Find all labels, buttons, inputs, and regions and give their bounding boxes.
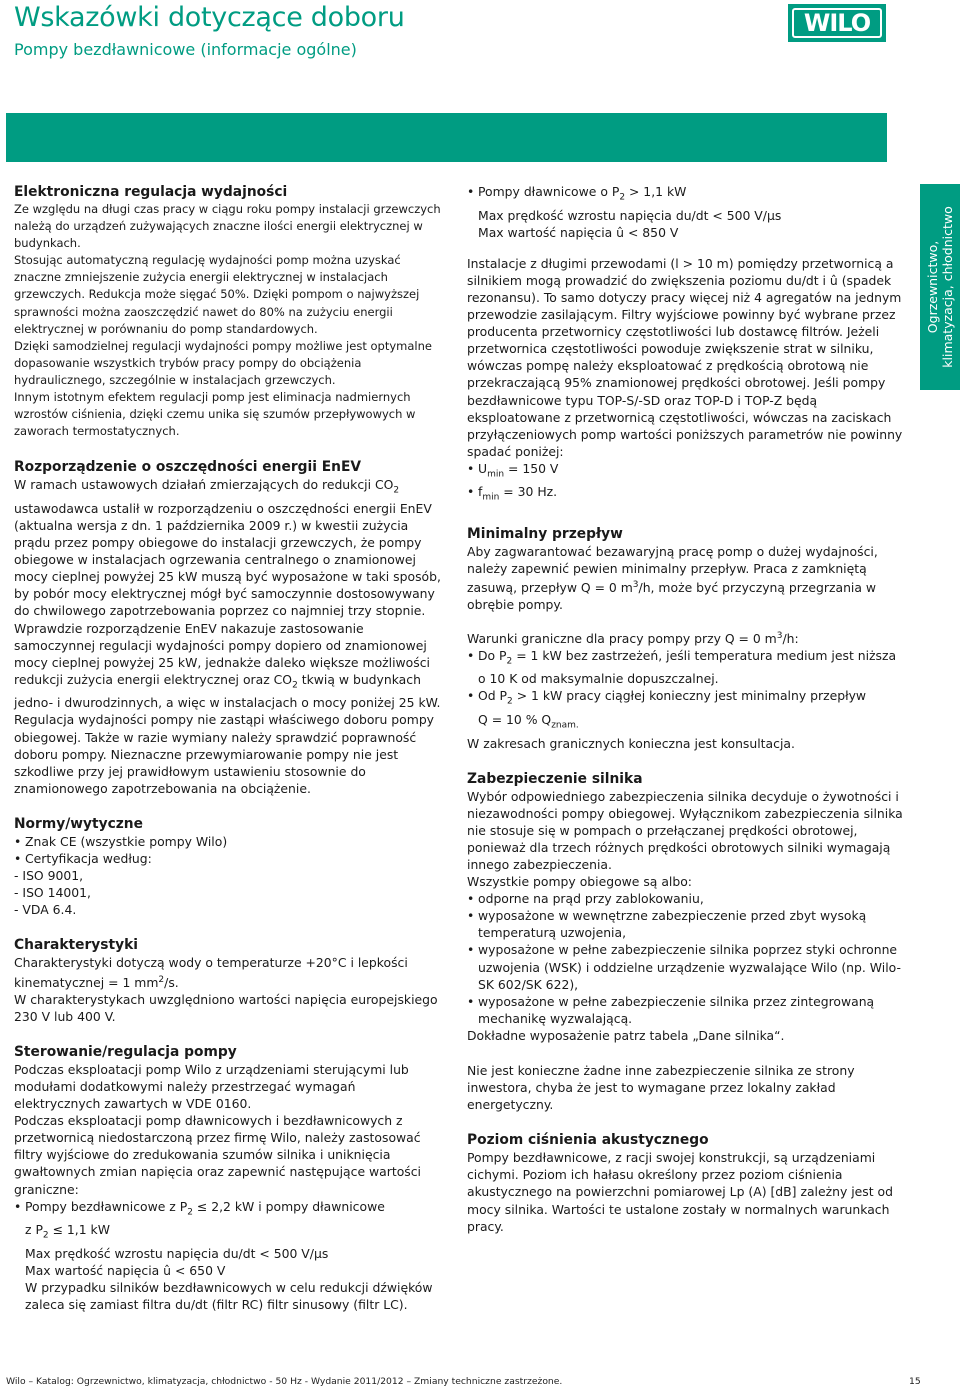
side-tab-line2: klimatyzacja, chłodnictwo: [940, 206, 955, 368]
wilo-logo: [788, 4, 886, 42]
list-item: • Od $P_2 > 1$ kW pracy ciągłej konieczny jest minimalny przepływ Q = 10 % $Q_{znam.}$: [467, 687, 907, 734]
paragraph: Dzięki samodzielnej regulacji wydajności pompy możliwe jest optymalne dopasowanie wszystkich trybów pracy pompy do obciążenia hydraulicznego, szczególnie w instalacjach grzewczych.: [14, 338, 432, 387]
paragraph: W ramach ustawowych działań zmierzających do redukcji $CO_2$ ustawodawca ustalił w rozporządzeniu o oszczędności energii EnEV (aktualna wersja z dn. 1 października 2009 r.) w kwestii zużycia prądu przez pompy obiegowe do instalacji grzewczych, że pompy obiegowe w instalacjach ogrzewania centralnego o znamionowej mocy cieplnej powyżej 25 kW muszą być wyposażone w taki sposób, by pobór mocy elektrycznej mógł być samoczynnie dostosowywany do chwilowego zapotrzebowania poprzez co najmniej trzy stopnie.: [14, 477, 441, 619]
section-heading-motor-protection: Zabezpieczenie silnika: [467, 770, 643, 787]
list-item: • Do $P_2 = 1$ kW bez zastrzeżeń, jeśli temperatura medium jest niższa o 10 K od maksymalnie dopuszczalnej.: [467, 647, 907, 688]
page-number: 15: [909, 1376, 921, 1387]
limits-list-2: [467, 183, 907, 241]
paragraph: Pompy bezdławnicowe, z racji swojej konstrukcji, są urządzeniami cichymi. Poziom ich hałasu określony przez poziom ciśnienia akustycznego na powierzchni pomiarowej Lp (A) [dB] zależny jest od mocy silnika. Wartości te ustalone zostały w normalnych warunkach pracy.: [467, 1150, 894, 1234]
flow-list: [467, 647, 907, 735]
section-heading-noise: Poziom ciśnienia akustycznego: [467, 1132, 709, 1149]
list-item: • wyposażone w pełne zabezpieczenie silnika poprzez styki ochronne uzwojenia (WSK) i oddzielne urządzenie wyzwalające Wilo (np. Wilo-SK 602/SK 622),: [467, 941, 907, 992]
paragraph: Ze względu na długi czas pracy w ciągu roku pompy instalacji grzewczych należą do urządzeń zużywających znaczne ilości energii elektrycznej w budynkach.: [14, 202, 441, 251]
page-subtitle: Pompy bezdławnicowe (informacje ogólne): [14, 40, 357, 59]
paragraph: Nie jest konieczne żadne inne zabezpieczenie silnika ze strony inwestora, chyba że jest to wymagane przez lokalny zakład energetyczny.: [467, 1063, 855, 1113]
list-item: • Pompy dławnicowe o $P_2 > 1,1$ kW Max prędkość wzrostu napięcia du/dt < 500 V/µs Max wartość napięcia û < 850 V: [467, 183, 907, 241]
list-item: - VDA 6.4.: [14, 902, 77, 918]
list-item: • Znak CE (wszystkie pompy Wilo): [14, 833, 444, 850]
list-item: - ISO 14001,: [14, 885, 91, 901]
list-item: • odporne na prąd przy zablokowaniu,: [467, 890, 907, 907]
list-item: • wyposażone w wewnętrzne zabezpieczenie przed zbyt wysoką temperaturą uzwojenia,: [467, 907, 907, 941]
paragraph: Podczas eksploatacji pomp Wilo z urządzeniami sterującymi lub modułami dodatkowymi należy przestrzegać wymagań elektrycznych zawartych w VDE 0160.: [14, 1061, 409, 1112]
paragraph: W zakresach granicznych konieczna jest konsultacja.: [467, 735, 795, 751]
header-band: [6, 113, 887, 162]
cert-list: [14, 867, 444, 918]
section-heading-characteristics: Charakterystyki: [14, 937, 139, 954]
column-right: [467, 183, 907, 1235]
list-item: • $f_{min} = 30$ Hz.: [467, 483, 907, 507]
paragraph: Wprawdzie rozporządzenie EnEV nakazuje zastosowanie samoczynnej regulacji wydajności pompy dopiero od znamionowej mocy cieplnej powyżej 25 kW, jednakże daleko większe możliwości redukcji zużycia energii elektrycznej oraz $CO_2$ tkwią w budynkach jedno- i dwurodzinnych, a więc w instalacjach o mocy poniżej 25 kW.: [14, 620, 441, 711]
section-heading-norms: Normy/wytyczne: [14, 815, 143, 832]
page-title: Wskazówki dotyczące doboru: [14, 2, 405, 33]
footer-text: Wilo – Katalog: Ogrzewnictwo, klimatyzacja, chłodnictwo - 50 Hz - Wydanie 2011/2012 – Zmiany techniczne zastrzeżone.: [6, 1376, 563, 1387]
paragraph: Podczas eksploatacji pomp dławnicowych i bezdławnicowych z przetwornicą niedostarczoną przez firmę Wilo, należy zastosować filtry wyjściowe do zredukowania szumów silnika i uniknięcia gwałtownych zmian napięcia oraz zapewnić następujące wartości graniczne:: [14, 1113, 421, 1197]
side-tab-text: [925, 206, 955, 367]
side-tab-line1: Ogrzewnictwo,: [925, 240, 940, 334]
section-heading-enev: Rozporządzenie o oszczędności energii EnEV: [14, 459, 362, 476]
paragraph: Wszystkie pompy obiegowe są albo:: [467, 874, 692, 890]
list-item: • Certyfikacja według:: [14, 850, 444, 867]
paragraph: Aby zagwarantować bezawaryjną pracę pomp o dużej wydajności, należy zapewnić pewien minimalny przepływ. Praca z zamkniętą zasuwą, przepływ Q = 0 $m^3/h$, może być przyczyną przegrzania w obrębie pompy.: [467, 544, 878, 613]
list-item: - ISO 9001,: [14, 868, 84, 884]
list-item: • wyposażone w pełne zabezpieczenie silnika przez zintegrowaną mechanikę wyzwalającą.: [467, 993, 907, 1027]
paragraph: Charakterystyki dotyczą wody o temperaturze +20°C i lepkości kinematycznej = 1 $mm^2/s$.: [14, 955, 408, 990]
norms-list: [14, 833, 444, 867]
paragraph: Regulacja wydajności pompy nie zastąpi właściwego doboru pompy obiegowej. Także w razie wymiany należy sprawdzić poprawność doboru pompy. Nieznaczne przewymiarowanie pompy nie jest szkodliwe przy jej prawidłowym ustawieniu stosownie do znamionowego zapotrzebowania na obciążenie.: [14, 712, 435, 796]
paragraph: Innym istotnym efektem regulacji pomp jest eliminacja nadmiernych wzrostów ciśnienia, dzięki czemu unika się szumów przepływowych w zaworach termostatycznych.: [14, 390, 416, 439]
section-heading-regulation: Elektroniczna regulacja wydajności: [14, 184, 288, 200]
list-item: • $U_{min} = 150$ V: [467, 460, 907, 484]
section-heading-control: Sterowanie/regulacja pompy: [14, 1043, 237, 1060]
limits-list: [14, 1198, 444, 1314]
section-heading-min-flow: Minimalny przepływ: [467, 526, 623, 542]
column-left: [14, 183, 444, 1313]
paragraph: Wybór odpowiedniego zabezpieczenia silnika decyduje o żywotności i niezawodności pompy obiegowej. Wyłącznikom zabezpieczenia silnika nie stosuje się w pompach o przełączanej prędkości obrotowej, ponieważ dla trzech różnych prędkości obrotowych silniki wymagają innego zabezpieczenia.: [467, 788, 903, 872]
protection-list: [467, 890, 907, 1027]
param-list: [467, 460, 907, 507]
list-item: • Pompy bezdławnicowe z $P_2 \le 2,2$ kW i pompy dławnicowe z $P_2 \le 1,1$ kW Max prędkość wzrostu napięcia du/dt < 500 V/µs Max wartość napięcia û < 650 V W przypadku silników bezdławnicowych w celu redukcji dźwięków zaleca się zamiast filtra du/dt (filtr RC) filtr sinusowy (filtr LC).: [14, 1198, 444, 1314]
logo-text: WILO: [792, 8, 882, 38]
paragraph: Warunki graniczne dla pracy pompy przy Q = 0 $m^3/h$:: [467, 630, 799, 646]
paragraph: W charakterystykach uwzględniono wartości napięcia europejskiego 230 V lub 400 V.: [14, 991, 438, 1024]
paragraph: Instalacje z długimi przewodami (l > 10 m) pomiędzy przetwornicą a silnikiem mogą prowadzić do zwiększenia poziomu du/dt i û (spadek rezonansu). To samo dotyczy pracy więcej niż 4 agregatów na jednym przewodzie zasilającym. Filtry wyjściowe powinny być wybrane przez producenta przetwornicy częstotliwości lub dostawcę filtrów. Jeżeli przetwornica częstotliwości powoduje zwiększenie strat w silniku, wówczas pompę należy eksploatować z prędkością obrotową nie przekraczającą 95% znamionowej prędkości obrotowej. Jeśli pompy bezdławnicowe typu TOP-S/-SD oraz TOP-D i TOP-Z będą eksploatowane z przetwornicą częstotliwości, wówczas na zaciskach przyłączeniowych pomp wartości poniższych parametrów nie powinny spadać poniżej:: [467, 255, 903, 459]
paragraph: Dokładne wyposażenie patrz tabela „Dane silnika“.: [467, 1027, 785, 1043]
paragraph: Stosując automatyczną regulację wydajności pomp można uzyskać znaczne zmniejszenie zużycia energii elektrycznej w instalacjach grzewczych. Redukcja może sięgać 50%. Dzięki pompom o najwyższej sprawności można zaoszczędzić nawet do 80% na zużyciu energii elektrycznej w porównaniu do pomp standardowych.: [14, 253, 420, 336]
side-tab: [920, 184, 960, 390]
